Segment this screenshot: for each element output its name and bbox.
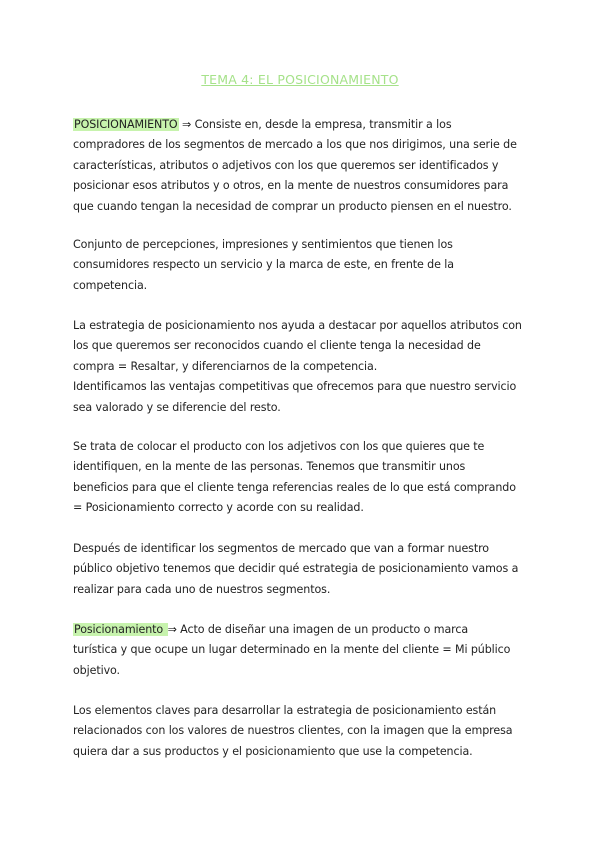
paragraph-line: Se trata de colocar el producto con los adjetivos con los que quieres que te bbox=[73, 440, 485, 453]
paragraph-line: objetivo. bbox=[73, 663, 120, 677]
paragraph-line: La estrategia de posicionamiento nos ayuda a destacar por aquellos atributos con bbox=[73, 319, 522, 332]
paragraph-line: quiera dar a sus productos y el posicionamiento que use la competencia. bbox=[73, 744, 473, 758]
line-text: ⇒ Acto de diseñar una imagen de un producto o marca bbox=[167, 623, 469, 636]
paragraph-line bbox=[73, 620, 533, 640]
paragraph-strategy bbox=[73, 316, 533, 418]
paragraph-line: los que queremos ser reconocidos cuando el cliente tenga la necesidad de bbox=[73, 339, 481, 353]
paragraph-line: consumidores respecto un servicio y la marca de este, en frente de la bbox=[73, 258, 454, 272]
paragraph-product-placement bbox=[73, 437, 533, 519]
paragraph-image-design bbox=[73, 620, 533, 681]
paragraph-line: competencia. bbox=[73, 278, 148, 292]
document-title: TEMA 4: EL POSICIONAMIENTO bbox=[201, 72, 399, 87]
paragraph-line: identifiquen, en la mente de las personas. Tenemos que transmitir unos bbox=[73, 460, 466, 474]
paragraph-line: relacionados con los valores de nuestros clientes, con la imagen que la empresa bbox=[73, 724, 513, 738]
paragraph-line: Después de identificar los segmentos de mercado que van a formar nuestro bbox=[73, 542, 489, 555]
paragraph-line: Conjunto de percepciones, impresiones y sentimientos que tienen los bbox=[73, 238, 453, 251]
paragraph-line: compra = Resaltar, y diferenciarnos de la competencia. bbox=[73, 359, 378, 373]
paragraph-definition bbox=[73, 115, 533, 217]
paragraph-line: = Posicionamiento correcto y acorde con su realidad. bbox=[73, 501, 364, 515]
paragraph-line: público objetivo tenemos que decidir qué estrategia de posicionamiento vamos a bbox=[73, 562, 519, 576]
paragraph-line: Los elementos claves para desarrollar la estrategia de posicionamiento están bbox=[73, 704, 497, 717]
paragraph-line: posicionar esos atributos y o otros, en la mente de nuestros consumidores para bbox=[73, 179, 509, 193]
highlighted-term: Posicionamiento bbox=[74, 623, 167, 636]
paragraph-line: beneficios para que el cliente tenga referencias reales de lo que está comprando bbox=[73, 480, 516, 494]
paragraph-line: que cuando tengan la necesidad de comprar un producto piensen en el nuestro. bbox=[73, 199, 512, 213]
highlighted-term: POSICIONAMIENTO bbox=[74, 118, 178, 131]
paragraph-key-elements bbox=[73, 701, 533, 762]
paragraph-line: realizar para cada uno de nuestros segmentos. bbox=[73, 582, 331, 596]
paragraph-line: compradores de los segmentos de mercado a los que nos dirigimos, una serie de bbox=[73, 138, 517, 152]
paragraph-line: sea valorado y se diferencie del resto. bbox=[73, 400, 281, 414]
paragraph-segments bbox=[73, 539, 533, 600]
paragraph-line bbox=[73, 115, 533, 135]
paragraph-perceptions bbox=[73, 235, 533, 296]
line-text: ⇒ Consiste en, desde la empresa, transmitir a los bbox=[178, 118, 452, 131]
paragraph-line: Identificamos las ventajas competitivas que ofrecemos para que nuestro servicio bbox=[73, 380, 517, 394]
paragraph-line: turística y que ocupe un lugar determinado en la mente del cliente = Mi público bbox=[73, 643, 511, 657]
paragraph-line: características, atributos o adjetivos con los que queremos ser identificados y bbox=[73, 158, 499, 172]
